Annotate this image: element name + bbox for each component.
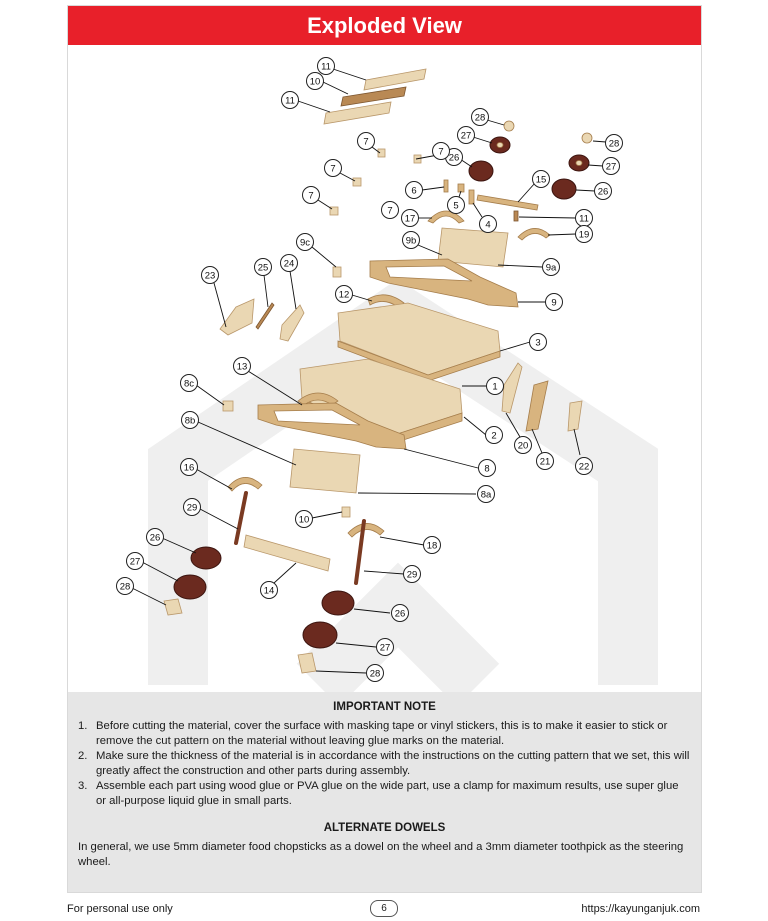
svg-text:10: 10 <box>298 514 310 526</box>
svg-text:9: 9 <box>551 297 557 309</box>
svg-text:28: 28 <box>369 668 381 680</box>
svg-text:7: 7 <box>330 163 336 175</box>
callout-c15 <box>406 182 423 199</box>
callout-c37 <box>537 453 554 470</box>
svg-text:23: 23 <box>204 270 216 282</box>
svg-text:28: 28 <box>474 112 486 124</box>
callout-c52 <box>367 665 384 682</box>
svg-text:18: 18 <box>426 540 438 552</box>
footer-website-link[interactable]: https://kayunganjuk.com <box>581 903 700 915</box>
svg-text:27: 27 <box>129 556 141 568</box>
svg-text:9b: 9b <box>405 235 417 247</box>
svg-text:5: 5 <box>453 200 459 212</box>
callout-c21 <box>576 226 593 243</box>
svg-text:7: 7 <box>438 146 444 158</box>
svg-text:7: 7 <box>387 205 393 217</box>
svg-text:7: 7 <box>363 136 369 148</box>
alternate-dowels-text: In general, we use 5mm diameter food chopsticks as a dowel on the wheel and a 3mm diameter toothpick as the steering wheel. <box>78 841 684 868</box>
callout-c39 <box>479 460 496 477</box>
svg-text:24: 24 <box>283 258 295 270</box>
callout-c10 <box>358 133 375 150</box>
callout-c19 <box>402 210 419 227</box>
important-note-heading: IMPORTANT NOTE <box>333 701 436 713</box>
callout-c30 <box>530 334 547 351</box>
svg-text:29: 29 <box>186 502 198 514</box>
callout-c12 <box>303 187 320 204</box>
svg-text:7: 7 <box>308 190 314 202</box>
svg-text:28: 28 <box>119 581 131 593</box>
callout-c4 <box>472 109 489 126</box>
svg-text:9a: 9a <box>545 262 557 274</box>
svg-text:26: 26 <box>597 186 609 198</box>
svg-text:26: 26 <box>448 152 460 164</box>
callout-c16 <box>448 197 465 214</box>
callout-c40 <box>181 459 198 476</box>
callout-c33 <box>181 375 198 392</box>
svg-text:8c: 8c <box>183 378 195 390</box>
callout-c11 <box>325 160 342 177</box>
svg-text:8a: 8a <box>480 489 492 501</box>
callout-c36 <box>515 437 532 454</box>
callout-c43 <box>296 511 313 528</box>
note-item-text: Assemble each part using wood glue or PVA glue on the wide part, use a clamp for maximum results, use super glue or all-purpose liquid glue in small parts. <box>96 780 679 807</box>
callout-c20 <box>576 210 593 227</box>
svg-text:14: 14 <box>263 585 275 597</box>
svg-text:27: 27 <box>379 642 391 654</box>
callout-c5 <box>458 127 475 144</box>
callout-c35 <box>486 427 503 444</box>
svg-text:3: 3 <box>535 337 541 349</box>
callout-c26 <box>255 259 272 276</box>
callout-c45 <box>147 529 164 546</box>
callout-c13 <box>382 202 399 219</box>
svg-text:27: 27 <box>460 130 472 142</box>
page-title: Exploded View <box>68 6 701 45</box>
callout-c47 <box>127 553 144 570</box>
svg-text:8b: 8b <box>184 415 196 427</box>
note-item <box>78 779 691 809</box>
callout-c38 <box>576 458 593 475</box>
callout-c23 <box>403 232 420 249</box>
svg-text:1: 1 <box>492 381 498 393</box>
callout-c51 <box>377 639 394 656</box>
note-item-text: Before cutting the material, cover the surface with masking tape or vinyl stickers, this is to make it easier to stick or remove the cut pattern on the material without leaving glue marks on the material. <box>96 720 668 747</box>
svg-text:15: 15 <box>535 174 547 186</box>
note-item-number: 2. <box>78 750 88 762</box>
svg-text:19: 19 <box>578 229 590 241</box>
callout-c17 <box>480 216 497 233</box>
svg-text:11: 11 <box>321 61 331 73</box>
callout-c9 <box>595 183 612 200</box>
callout-c1 <box>318 58 335 75</box>
callout-c50 <box>392 605 409 622</box>
callout-c2 <box>307 73 324 90</box>
svg-text:9c: 9c <box>299 237 311 249</box>
callout-c28 <box>336 286 353 303</box>
svg-text:10: 10 <box>309 76 321 88</box>
note-list <box>78 719 691 809</box>
callout-c18 <box>533 171 550 188</box>
callout-c8 <box>603 158 620 175</box>
important-note-panel <box>68 692 701 892</box>
note-item-number: 3. <box>78 780 88 792</box>
note-item <box>78 719 691 749</box>
svg-text:8: 8 <box>484 463 490 475</box>
note-item-number: 1. <box>78 720 88 732</box>
callout-c14 <box>433 143 450 160</box>
svg-text:13: 13 <box>236 361 248 373</box>
callout-c44 <box>424 537 441 554</box>
svg-text:20: 20 <box>517 440 529 452</box>
exploded-view-diagram <box>68 45 701 692</box>
callout-c41 <box>478 486 495 503</box>
svg-text:2: 2 <box>491 430 497 442</box>
footer-usage-notice: For personal use only <box>67 903 173 915</box>
svg-text:6: 6 <box>411 185 417 197</box>
callout-c49 <box>117 578 134 595</box>
callout-c3 <box>282 92 299 109</box>
page-number: 6 <box>370 900 398 917</box>
callout-c22 <box>297 234 314 251</box>
callout-c48 <box>261 582 278 599</box>
svg-text:17: 17 <box>404 213 416 225</box>
svg-text:26: 26 <box>394 608 406 620</box>
callout-c46 <box>404 566 421 583</box>
callout-c7 <box>606 135 623 152</box>
callout-c29 <box>546 294 563 311</box>
note-item-text: Make sure the thickness of the material is in accordance with the instructions on the cutting pattern that we set, this will greatly affect the construction and other parts during assembly. <box>96 750 690 777</box>
svg-text:11: 11 <box>285 95 295 107</box>
svg-text:21: 21 <box>539 456 551 468</box>
alternate-dowels-heading: ALTERNATE DOWELS <box>323 822 446 834</box>
svg-text:11: 11 <box>579 213 589 225</box>
callout-c31 <box>234 358 251 375</box>
callout-c27 <box>281 255 298 272</box>
callout-c42 <box>184 499 201 516</box>
note-item <box>78 749 691 779</box>
svg-text:16: 16 <box>183 462 195 474</box>
svg-text:25: 25 <box>257 262 269 274</box>
callout-c24 <box>543 259 560 276</box>
svg-text:22: 22 <box>578 461 590 473</box>
callout-c32 <box>487 378 504 395</box>
svg-text:27: 27 <box>605 161 617 173</box>
svg-text:28: 28 <box>608 138 620 150</box>
svg-text:12: 12 <box>338 289 350 301</box>
svg-text:4: 4 <box>485 219 491 231</box>
callout-c34 <box>182 412 199 429</box>
callout-c25 <box>202 267 219 284</box>
page-sheet <box>67 5 702 893</box>
svg-text:29: 29 <box>406 569 418 581</box>
svg-text:26: 26 <box>149 532 161 544</box>
